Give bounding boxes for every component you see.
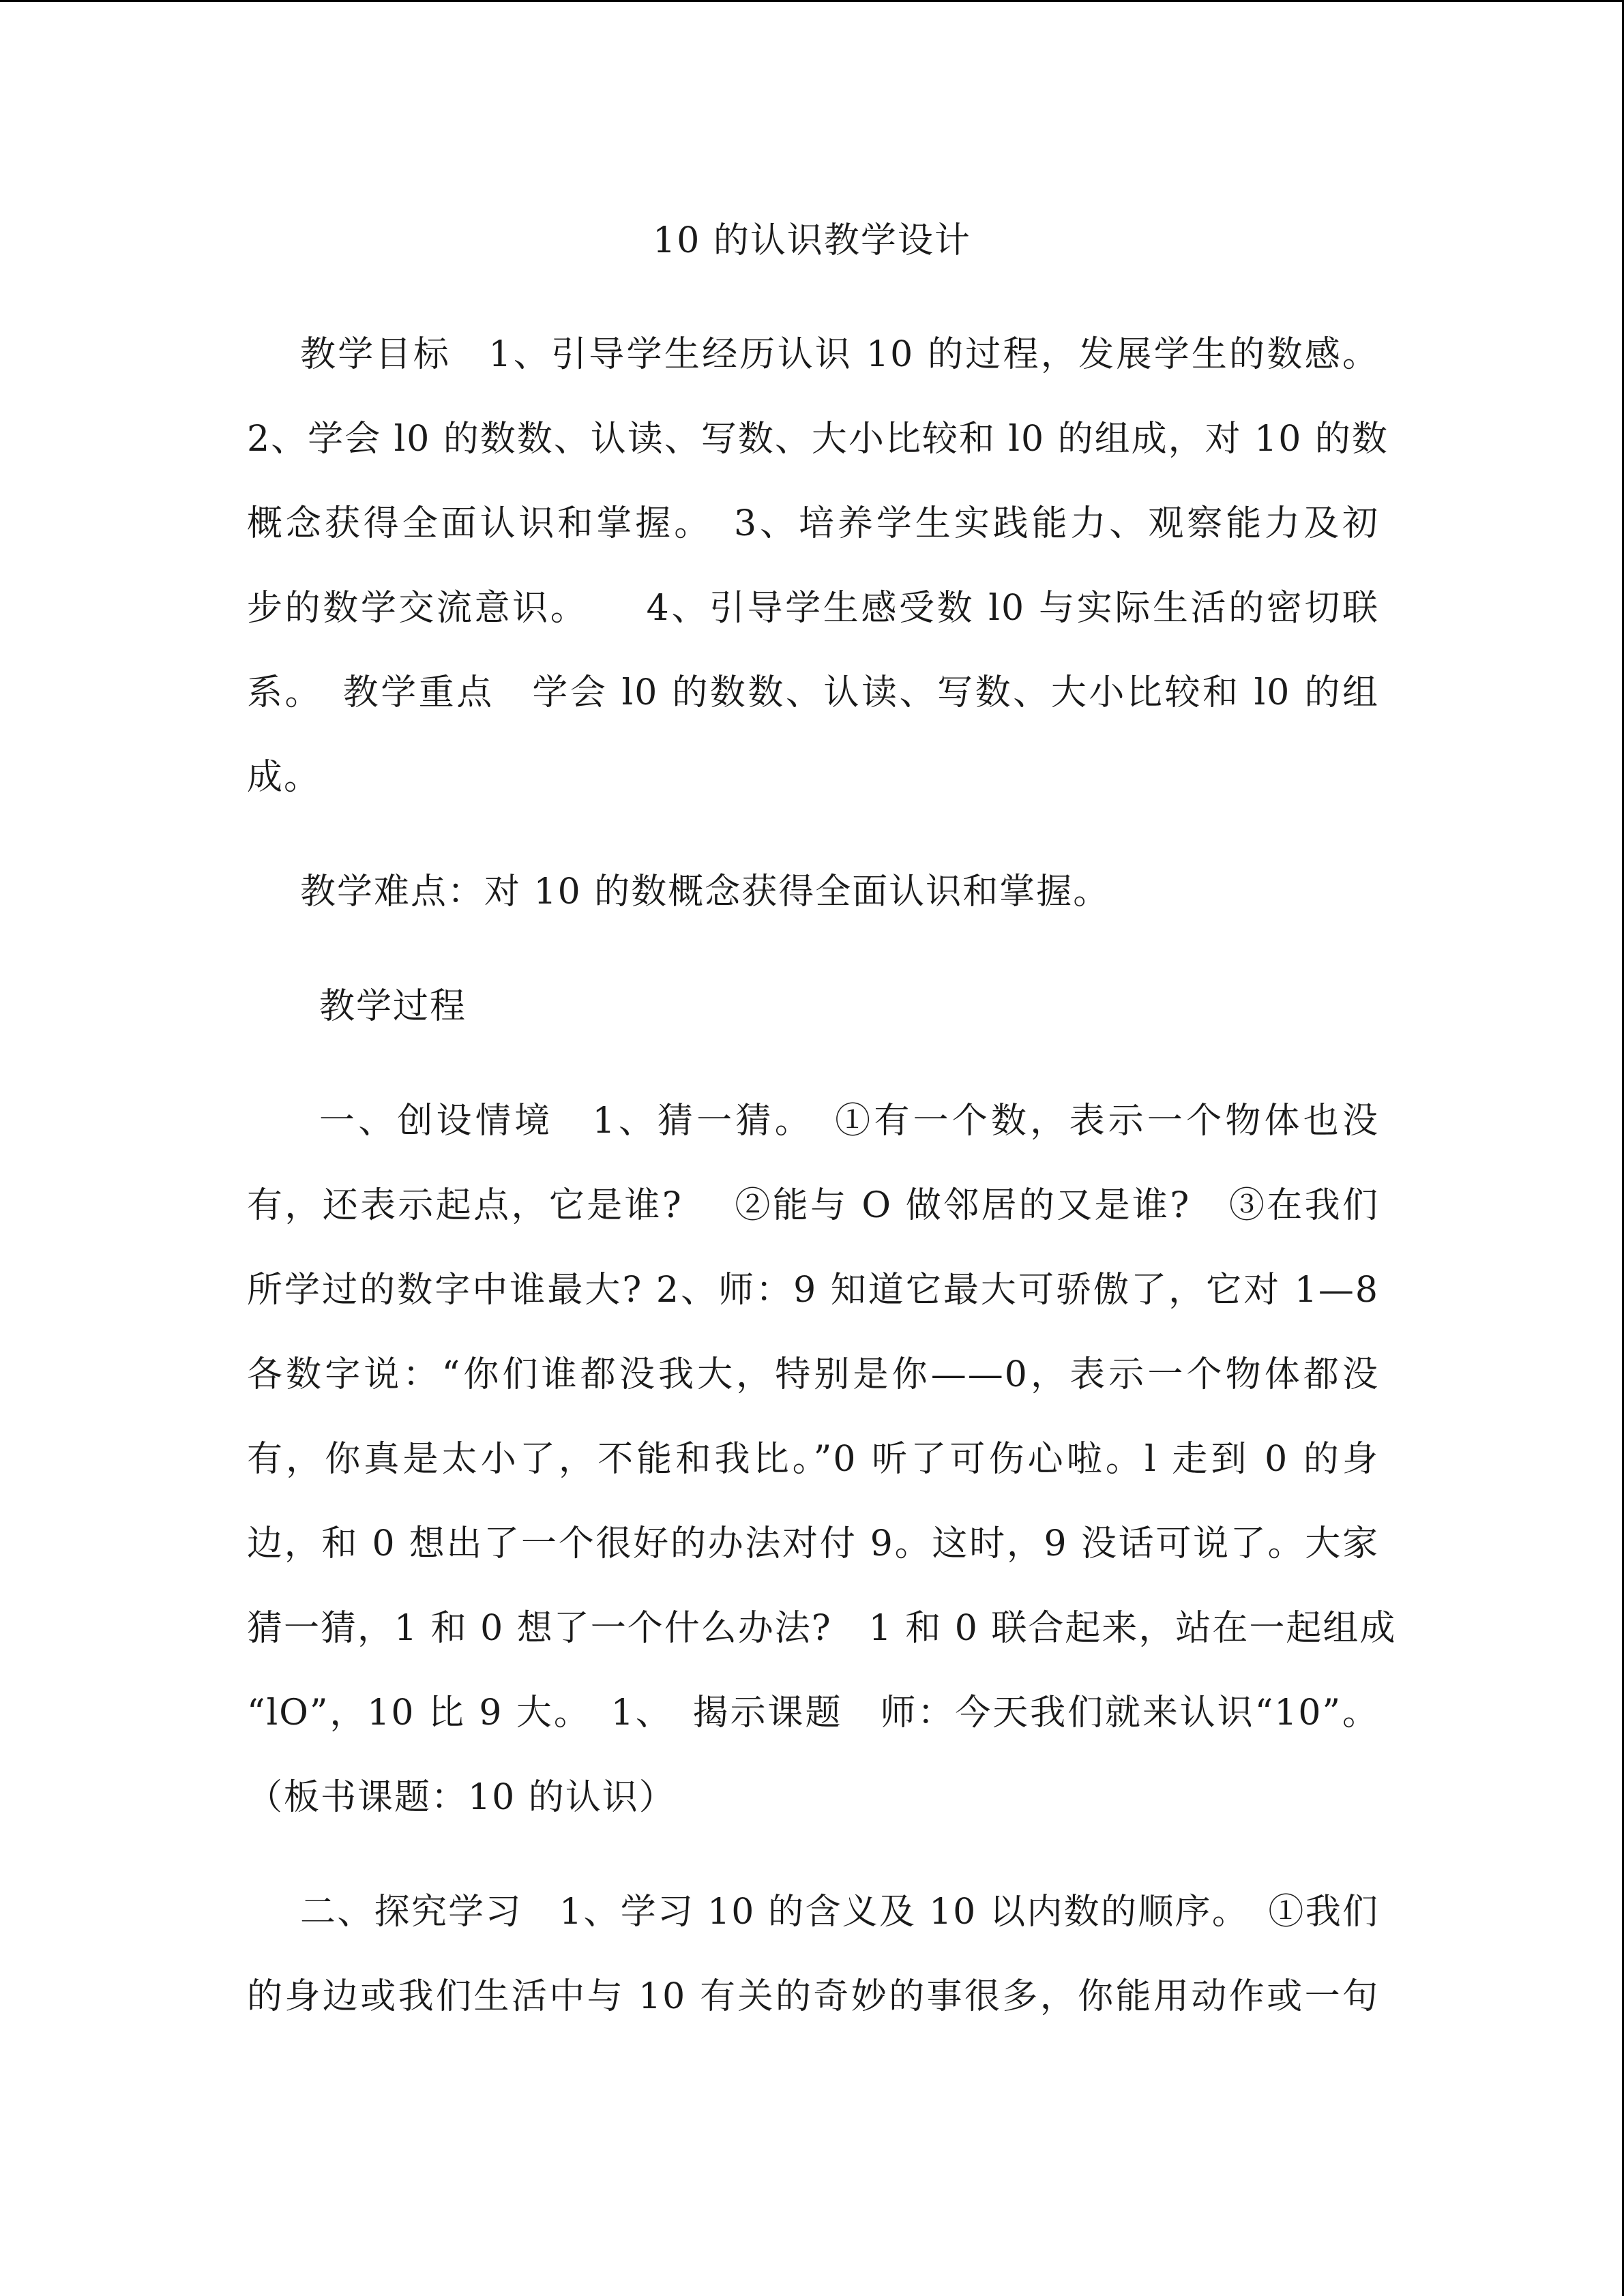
paragraph-line: 有，你真是太小了，不能和我比。”0 听了可伤心啦。l 走到 0 的身 bbox=[247, 1439, 1379, 1480]
paragraph-line: 教学目标 1、引导学生经历认识 10 的过程，发展学生的数感。 bbox=[300, 334, 1379, 375]
paragraph-line: 成。 bbox=[247, 757, 321, 798]
paragraph-line: 有，还表示起点，它是谁? ②能与 O 做邻居的又是谁? ③在我们 bbox=[247, 1185, 1379, 1226]
paragraph-line: 所学过的数字中谁最大? 2、师：9 知道它最大可骄傲了，它对 1—8 bbox=[247, 1270, 1379, 1311]
paragraph-line: 一、创设情境 1、猜一猜。 ①有一个数，表示一个物体也没 bbox=[319, 1101, 1379, 1142]
paragraph-line: 边，和 0 想出了一个很好的办法对付 9。这时，9 没话可说了。大家 bbox=[247, 1523, 1379, 1564]
paragraph-line: 步的数学交流意识。 4、引导学生感受数 l0 与实际生活的密切联 bbox=[247, 588, 1379, 629]
paragraph-line: 二、探究学习 1、学习 10 的含义及 10 以内数的顺序。 ①我们 bbox=[300, 1892, 1379, 1933]
section-heading: 教学过程 bbox=[319, 986, 467, 1027]
paragraph-line: 2、学会 l0 的数数、认读、写数、大小比较和 l0 的组成，对 10 的数 bbox=[247, 419, 1389, 460]
paragraph-line: 系。 教学重点 学会 l0 的数数、认读、写数、大小比较和 l0 的组 bbox=[247, 672, 1379, 713]
paragraph-line: 教学难点：对 10 的数概念获得全面认识和掌握。 bbox=[300, 871, 1110, 912]
paragraph-line: 各数字说：“你们谁都没我大，特别是你——0，表示一个物体都没 bbox=[247, 1354, 1379, 1395]
paragraph-line: 猜一猜，1 和 0 想了一个什么办法? 1 和 0 联合起来，站在一起组成 bbox=[247, 1608, 1397, 1649]
paragraph-line: （板书课题：10 的认识） bbox=[247, 1777, 676, 1818]
paragraph-line: “lO”，10 比 9 大。 1、 揭示课题 师：今天我们就来认识“10”。 bbox=[247, 1693, 1379, 1733]
paragraph-line: 的身边或我们生活中与 10 有关的奇妙的事很多，你能用动作或一句 bbox=[247, 1976, 1379, 2017]
paragraph-line: 概念获得全面认识和掌握。 3、培养学生实践能力、观察能力及初 bbox=[247, 503, 1379, 544]
document-title: 10 的认识教学设计 bbox=[653, 220, 971, 261]
